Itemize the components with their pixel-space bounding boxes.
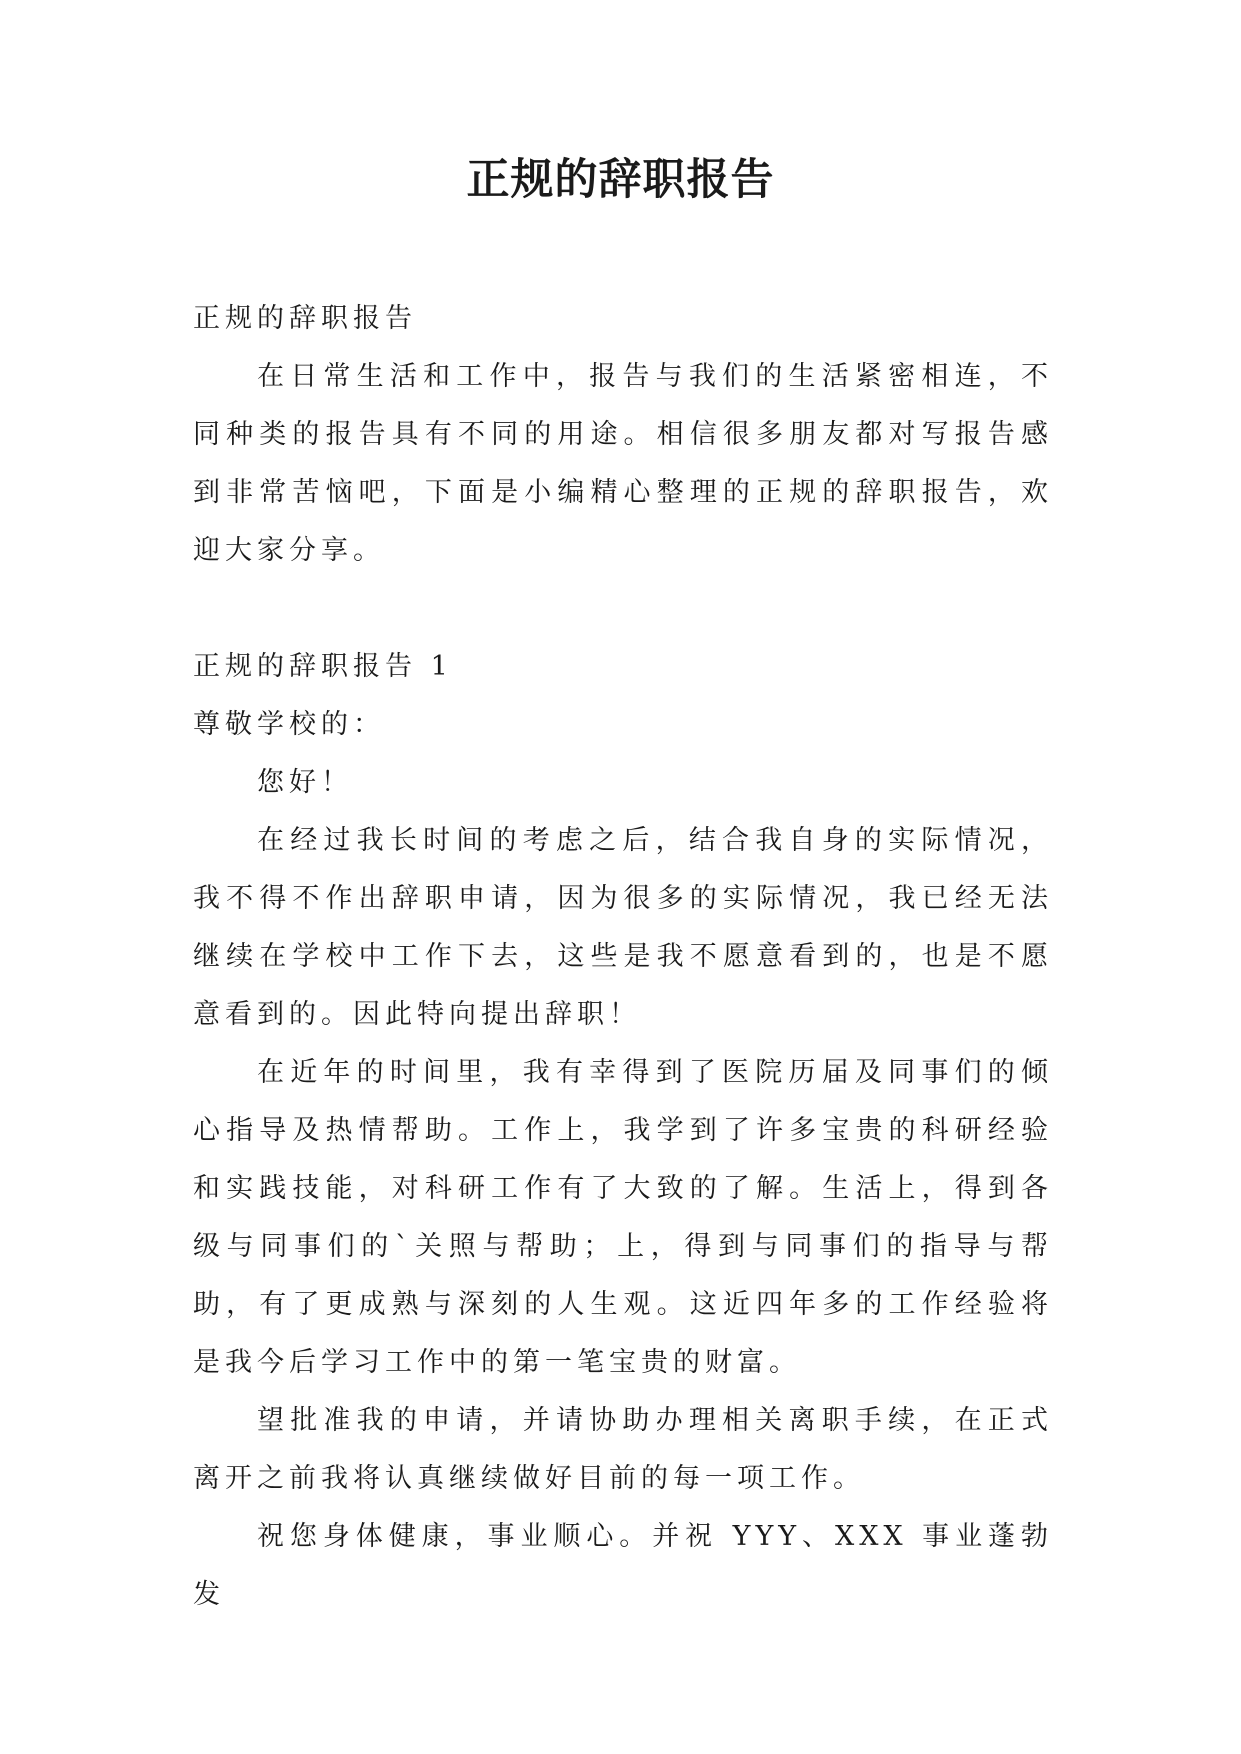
section-spacer: [193, 580, 1053, 638]
body-paragraph: 望批准我的申请，并请协助办理相关离职手续，在正式离开之前我将认真继续做好目前的每一项工作。: [193, 1405, 1053, 1494]
intro-heading: 正规的辞职报告: [193, 303, 417, 334]
salutation: 尊敬学校的：: [193, 709, 385, 740]
greeting: 您好！: [257, 767, 353, 798]
document-body: [193, 290, 1053, 1624]
document-title: 正规的辞职报告: [466, 155, 775, 205]
intro-paragraph: 在日常生活和工作中，报告与我们的生活紧密相连，不同种类的报告具有不同的用途。相信很多朋友都对写报告感到非常苦恼吧，下面是小编精心整理的正规的辞职报告，欢迎大家分享。: [193, 361, 1053, 566]
section-heading: 正规的辞职报告 1: [193, 651, 453, 682]
body-paragraph: 在经过我长时间的考虑之后，结合我自身的实际情况，我不得不作出辞职申请，因为很多的实际情况，我已经无法继续在学校中工作下去，这些是我不愿意看到的，也是不愿意看到的。因此特向提出辞职！: [193, 825, 1053, 1030]
body-paragraph: 祝您身体健康，事业顺心。并祝 YYY、XXX 事业蓬勃发: [193, 1521, 1053, 1610]
body-paragraph: 在近年的时间里，我有幸得到了医院历届及同事们的倾心指导及热情帮助。工作上，我学到了许多宝贵的科研经验和实践技能，对科研工作有了大致的了解。生活上，得到各级与同事们的`关照与帮助；上，得到与同事们的指导与帮助，有了更成熟与深刻的人生观。这近四年多的工作经验将是我今后学习工作中的第一笔宝贵的财富。: [193, 1057, 1053, 1378]
